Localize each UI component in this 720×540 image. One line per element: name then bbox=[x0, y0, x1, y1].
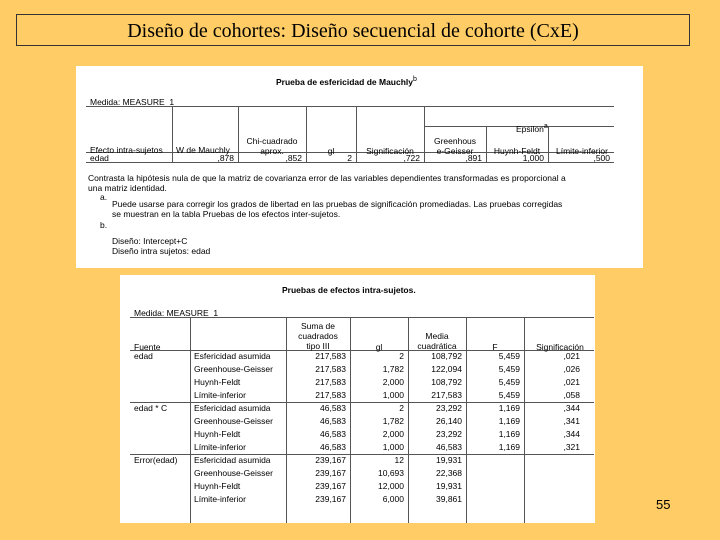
effects-header-ss-3: tipo III bbox=[306, 341, 330, 351]
effects-cell-ms: 46,583 bbox=[436, 442, 462, 452]
mauchly-note-main-2: una matriz identidad. bbox=[88, 183, 167, 193]
mauchly-measure: Medida: MEASURE_1 bbox=[90, 97, 175, 107]
effects-cell-ms: 23,292 bbox=[436, 429, 462, 439]
effects-cell-ss: 46,583 bbox=[320, 403, 346, 413]
effects-cell-ms: 19,931 bbox=[436, 481, 462, 491]
effects-cell-ms: 39,861 bbox=[436, 494, 462, 504]
effects-header-ms-2: cuadrática bbox=[417, 341, 457, 351]
effects-col-divider bbox=[466, 317, 467, 523]
effects-title: Pruebas de efectos intra-sujetos. bbox=[282, 285, 416, 295]
effects-header-gl: gl bbox=[375, 342, 383, 352]
effects-cell-gl: 12 bbox=[394, 455, 404, 465]
effects-col-divider bbox=[350, 317, 351, 523]
effects-cell-ms: 26,140 bbox=[436, 416, 462, 426]
effects-cell-f: 1,169 bbox=[498, 442, 520, 452]
mauchly-header-effect: Efecto intra-sujetos bbox=[90, 145, 163, 155]
effects-cell-gl: 2 bbox=[399, 403, 404, 413]
effects-cell-f: 5,459 bbox=[498, 364, 520, 374]
mauchly-title-sup: b bbox=[413, 76, 417, 83]
mauchly-header-w: W de Mauchly bbox=[176, 145, 230, 155]
effects-group-source: edad * C bbox=[134, 403, 168, 413]
effects-cell-f: 5,459 bbox=[498, 390, 520, 400]
effects-col-divider bbox=[190, 317, 191, 523]
epsilon-sup: a bbox=[543, 123, 548, 130]
effects-cell-ms: 108,792 bbox=[431, 377, 462, 387]
effects-cell-ss: 239,167 bbox=[315, 481, 346, 491]
effects-cell-method: Greenhouse-Geisser bbox=[194, 364, 273, 374]
effects-cell-gl: 6,000 bbox=[382, 494, 404, 504]
mauchly-note-b-label: b. bbox=[100, 220, 108, 230]
mauchly-header-gg-1: Greenhous bbox=[433, 136, 477, 146]
effects-cell-method: Esfericidad asumida bbox=[194, 351, 271, 361]
slide-title: Diseño de cohortes: Diseño secuencial de cohorte (CxE) bbox=[16, 14, 690, 46]
mauchly-col-divider bbox=[486, 126, 487, 162]
mauchly-note-a-label: a. bbox=[100, 192, 108, 202]
mauchly-note-b-1: Diseño: Intercept+C bbox=[112, 236, 188, 246]
effects-cell-gl: 2,000 bbox=[382, 429, 404, 439]
effects-cell-sig: ,341 bbox=[563, 416, 580, 426]
effects-cell-sig: ,021 bbox=[563, 351, 580, 361]
effects-cell-f: 5,459 bbox=[498, 377, 520, 387]
effects-cell-sig: ,026 bbox=[563, 364, 580, 374]
mauchly-title bbox=[276, 75, 417, 87]
mauchly-col-divider bbox=[424, 106, 425, 162]
mauchly-row-gl: 2 bbox=[347, 153, 352, 163]
mauchly-col-divider bbox=[548, 126, 549, 162]
effects-cell-ms: 108,792 bbox=[431, 351, 462, 361]
mauchly-col-divider bbox=[306, 106, 307, 162]
effects-cell-ms: 122,094 bbox=[431, 364, 462, 374]
mauchly-test-panel bbox=[76, 66, 643, 268]
mauchly-col-divider bbox=[238, 106, 239, 162]
effects-header-f: F bbox=[492, 342, 498, 352]
epsilon-header-text: Epsilon bbox=[516, 123, 544, 134]
mauchly-header-gl: gl bbox=[327, 146, 335, 156]
effects-cell-f: 5,459 bbox=[498, 351, 520, 361]
effects-cell-ss: 239,167 bbox=[315, 468, 346, 478]
mauchly-header-chi-2: aprox. bbox=[260, 146, 284, 156]
mauchly-header-lb: Límite-inferior bbox=[556, 146, 608, 156]
effects-cell-f: 1,169 bbox=[498, 403, 520, 413]
effects-cell-sig: ,058 bbox=[563, 390, 580, 400]
effects-cell-sig: ,321 bbox=[563, 442, 580, 452]
effects-cell-gl: 10,693 bbox=[378, 468, 404, 478]
effects-cell-gl: 12,000 bbox=[378, 481, 404, 491]
effects-group-source: edad bbox=[134, 351, 153, 361]
effects-cell-ss: 46,583 bbox=[320, 429, 346, 439]
effects-cell-gl: 2 bbox=[399, 351, 404, 361]
mauchly-header-chi-1: Chi-cuadrado bbox=[246, 136, 298, 146]
effects-cell-ss: 239,167 bbox=[315, 455, 346, 465]
effects-header-ms-1: Media bbox=[425, 331, 449, 341]
mauchly-col-divider bbox=[356, 106, 357, 162]
effects-cell-gl: 2,000 bbox=[382, 377, 404, 387]
mauchly-row-sig: ,722 bbox=[403, 153, 420, 163]
effects-col-divider bbox=[408, 317, 409, 523]
effects-cell-sig: ,021 bbox=[563, 377, 580, 387]
epsilon-header bbox=[516, 122, 548, 134]
effects-cell-ss: 217,583 bbox=[315, 351, 346, 361]
mauchly-top-rule bbox=[86, 106, 614, 107]
effects-group-source: Error(edad) bbox=[134, 455, 178, 465]
effects-cell-method: Límite-inferior bbox=[194, 442, 246, 452]
effects-measure: Medida: MEASURE_1 bbox=[134, 308, 219, 318]
effects-cell-method: Huynh-Feldt bbox=[194, 429, 241, 439]
effects-cell-ss: 217,583 bbox=[315, 364, 346, 374]
within-subjects-effects-panel bbox=[120, 275, 595, 523]
effects-cell-f: 1,169 bbox=[498, 429, 520, 439]
effects-cell-ss: 217,583 bbox=[315, 390, 346, 400]
effects-cell-ms: 23,292 bbox=[436, 403, 462, 413]
effects-cell-method: Huynh-Feldt bbox=[194, 481, 241, 491]
mauchly-col-divider bbox=[172, 106, 173, 162]
effects-header-ss-2: cuadrados bbox=[298, 331, 338, 341]
effects-header-sig: Significación bbox=[536, 342, 584, 352]
effects-cell-method: Greenhouse-Geisser bbox=[194, 416, 273, 426]
mauchly-row-hf: 1,000 bbox=[522, 153, 544, 163]
effects-cell-method: Límite-inferior bbox=[194, 390, 246, 400]
mauchly-note-main-1: Contrasta la hipótesis nula de que la matriz de covarianza error de las variables dependientes transformadas es proporcional a bbox=[88, 173, 566, 183]
mauchly-note-a-2: se muestran en la tabla Pruebas de los efectos inter-sujetos. bbox=[112, 209, 341, 219]
effects-cell-gl: 1,782 bbox=[382, 364, 404, 374]
effects-cell-sig: ,344 bbox=[563, 403, 580, 413]
effects-col-divider bbox=[286, 317, 287, 523]
effects-cell-gl: 1,782 bbox=[382, 416, 404, 426]
effects-cell-ss: 239,167 bbox=[315, 494, 346, 504]
effects-header-ss-1: Suma de bbox=[300, 321, 336, 331]
effects-cell-method: Esfericidad asumida bbox=[194, 403, 271, 413]
effects-header-source: Fuente bbox=[134, 342, 161, 352]
effects-cell-method: Huynh-Feldt bbox=[194, 377, 241, 387]
mauchly-note-a-1: Puede usarse para corregir los grados de libertad en las pruebas de significación promediadas. Las pruebas corregidas bbox=[112, 199, 563, 209]
effects-cell-sig: ,344 bbox=[563, 429, 580, 439]
mauchly-row-chi: ,852 bbox=[285, 153, 302, 163]
mauchly-row-w: ,878 bbox=[217, 153, 234, 163]
mauchly-header-sig: Significación bbox=[366, 146, 414, 156]
effects-cell-ss: 46,583 bbox=[320, 442, 346, 452]
mauchly-header-hf: Huynh-Feldt bbox=[493, 146, 541, 156]
effects-col-divider bbox=[524, 317, 525, 523]
mauchly-row-gg: ,891 bbox=[465, 153, 482, 163]
effects-cell-ms: 22,368 bbox=[436, 468, 462, 478]
mauchly-title-text: Prueba de esfericidad de Mauchly bbox=[276, 76, 413, 87]
effects-cell-ms: 19,931 bbox=[436, 455, 462, 465]
effects-cell-ss: 46,583 bbox=[320, 416, 346, 426]
mauchly-row-effect: edad bbox=[90, 153, 109, 163]
mauchly-row-lb: ,500 bbox=[593, 153, 610, 163]
effects-cell-gl: 1,000 bbox=[382, 442, 404, 452]
effects-cell-f: 1,169 bbox=[498, 416, 520, 426]
effects-cell-ss: 217,583 bbox=[315, 377, 346, 387]
page-number: 55 bbox=[656, 497, 671, 512]
mauchly-header-gg-2: e-Geisser bbox=[436, 146, 474, 156]
effects-cell-ms: 217,583 bbox=[431, 390, 462, 400]
effects-cell-method: Límite-inferior bbox=[194, 494, 246, 504]
effects-cell-method: Esfericidad asumida bbox=[194, 455, 271, 465]
effects-cell-gl: 1,000 bbox=[382, 390, 404, 400]
effects-cell-method: Greenhouse-Geisser bbox=[194, 468, 273, 478]
mauchly-note-b-2: Diseño intra sujetos: edad bbox=[112, 246, 211, 256]
